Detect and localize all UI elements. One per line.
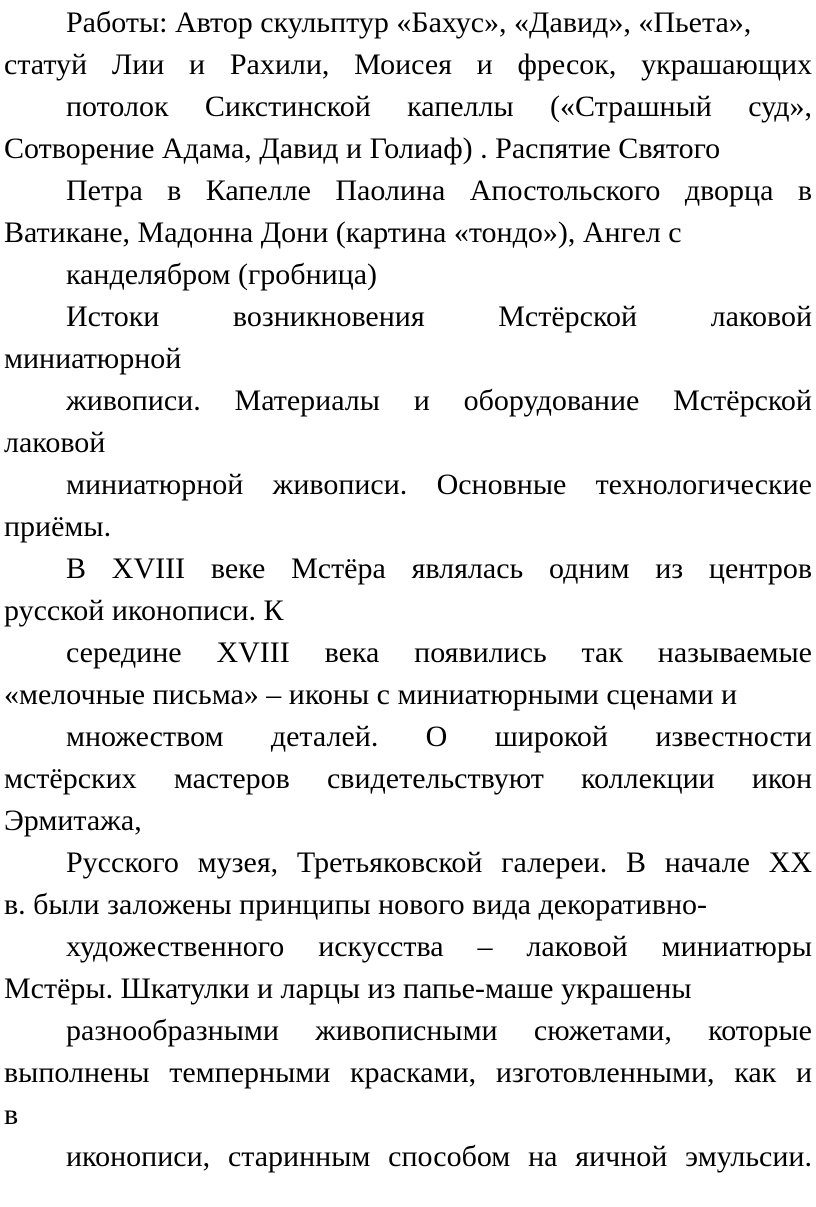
text-line: миниатюрной: [4, 342, 182, 375]
text-line: художественного искусства – лаковой миниатюры: [66, 930, 812, 963]
text-line: Эрмитажа,: [4, 804, 142, 837]
text-line: Сотворение Адама, Давид и Голиаф) . Распятие Святого: [4, 132, 721, 165]
text-line: русской иконописи. К: [4, 594, 284, 627]
text-line: живописи. Материалы и оборудование Мстёрской: [66, 384, 812, 417]
text-line: в: [4, 1098, 19, 1131]
text-line: канделябром (гробница): [66, 258, 378, 291]
text-line: лаковой: [4, 426, 106, 459]
text-line: Ватикане, Мадонна Дони (картина «тондо»), Ангел с: [4, 216, 682, 249]
text-line: потолок Сикстинской капеллы («Страшный суд»,: [66, 90, 812, 123]
text-line: статуй Лии и Рахили, Моисея и фресок, украшающих: [4, 48, 812, 81]
text-line: В XVIII веке Мстёра являлась одним из центров: [66, 552, 812, 585]
text-line: приёмы.: [4, 510, 112, 543]
text-line: выполнены темперными красками, изготовленными, как и: [4, 1056, 812, 1089]
text-line: разнообразными живописными сюжетами, которые: [66, 1014, 812, 1047]
text-line: Петра в Капелле Паолина Апостольского дворца в: [66, 174, 812, 207]
text-line: Истоки возникновения Мстёрской лаковой: [66, 300, 812, 333]
text-line: Мстёры. Шкатулки и ларцы из папье-маше украшены: [4, 972, 692, 1005]
text-line: «мелочные письма» – иконы с миниатюрными сценами и: [4, 678, 738, 711]
text-line: миниатюрной живописи. Основные технологические: [66, 468, 812, 501]
text-line: середине XVIII века появились так называемые: [66, 636, 812, 669]
text-line: в. были заложены принципы нового вида декоративно-: [4, 888, 708, 921]
text-line: Русского музея, Третьяковской галереи. В начале XX: [66, 846, 812, 879]
text-line: иконописи, старинным способом на яичной эмульсии.: [66, 1140, 812, 1173]
text-line: множеством деталей. О широкой известности: [66, 720, 812, 753]
text-line: мстёрских мастеров свидетельствуют коллекции икон: [4, 762, 812, 795]
text-line: Работы: Автор скульптур «Бахус», «Давид», «Пьета»,: [66, 6, 752, 39]
